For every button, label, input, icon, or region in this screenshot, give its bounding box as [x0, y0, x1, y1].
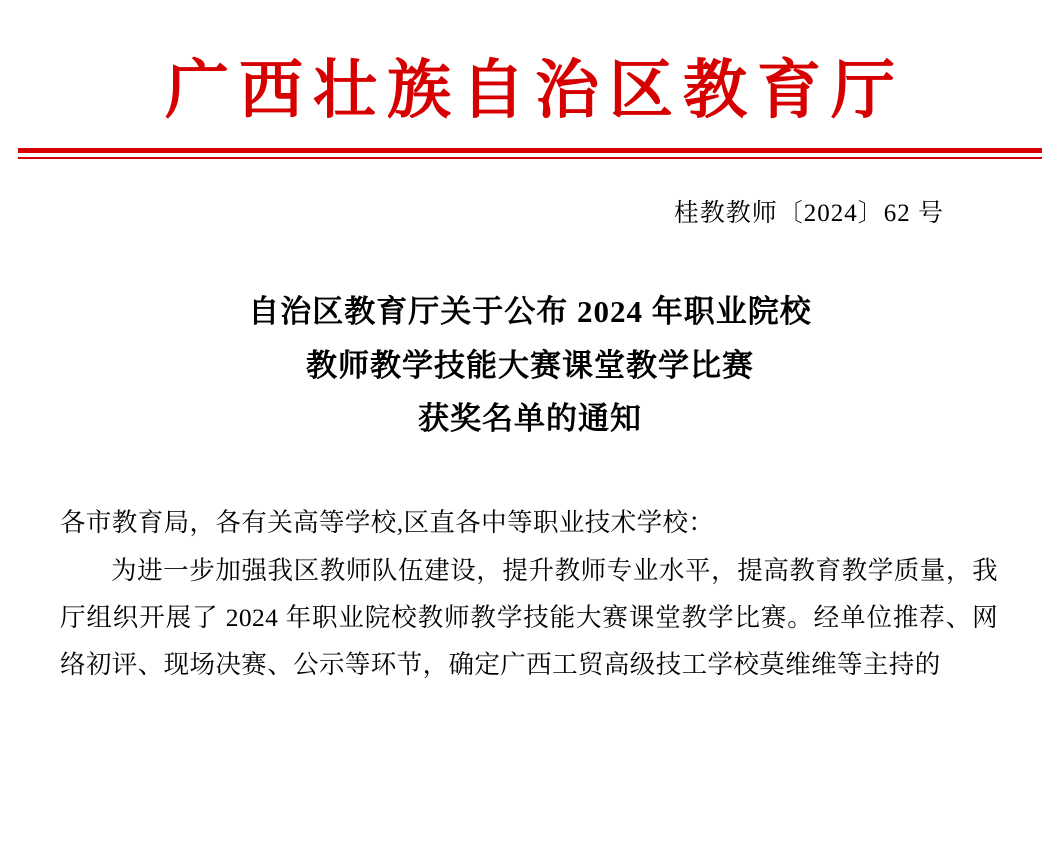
- letterhead: [0, 0, 1060, 126]
- salutation: 各市教育局，各有关高等学校,区直各中等职业技术学校：: [60, 508, 715, 538]
- document-title-line-2: 教师教学技能大赛课堂教学比赛: [306, 347, 754, 383]
- document-title-line-1: 自治区教育厅关于公布 2024 年职业院校: [248, 294, 812, 330]
- letterhead-rules: [0, 148, 1060, 159]
- document-body: [0, 499, 1060, 688]
- document-title: [0, 285, 1060, 445]
- document-number: 桂教教师〔2024〕62 号: [673, 200, 944, 228]
- body-paragraph-1: 为进一步加强我区教师队伍建设，提升教师专业水平，提高教育教学质量，我厅组织开展了 2024 年职业院校教师教学技能大赛课堂教学比赛。经单位推荐、网络初评、现场决赛、公示等环节，确定广西工贸高级技工学校莫维维等主持的: [60, 555, 998, 679]
- document-title-line-3: 获奖名单的通知: [418, 401, 642, 437]
- issuing-organization: 广西壮族自治区教育厅: [165, 55, 905, 126]
